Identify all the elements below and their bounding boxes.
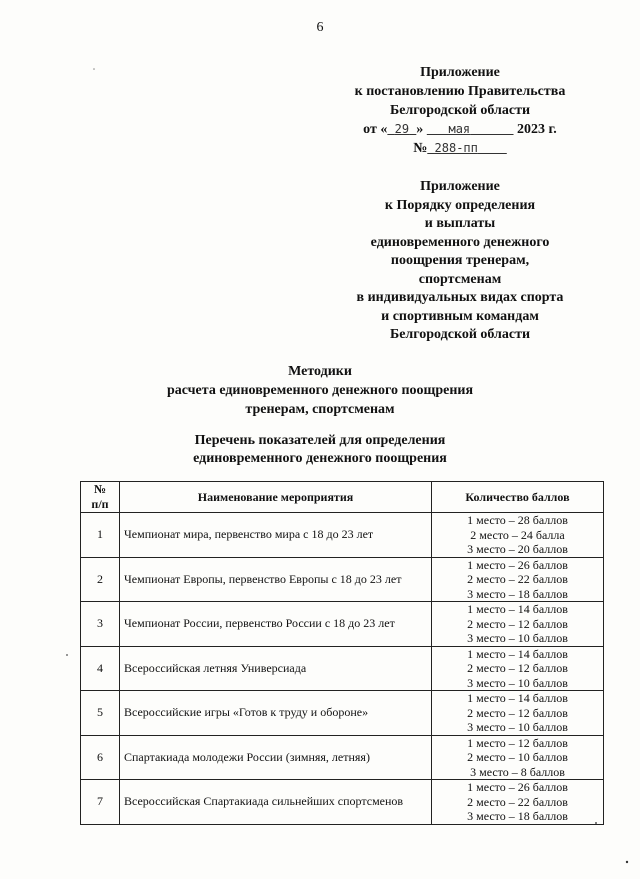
number-prefix: №	[413, 141, 428, 156]
speck	[595, 822, 597, 824]
row-number: 1	[81, 513, 120, 558]
page-number: 6	[316, 20, 324, 35]
appendix-procedure-line: к Порядку определения	[384, 197, 536, 213]
event-name: Спартакиада молодежи России (зимняя, летняя)	[120, 735, 432, 780]
row-number: 4	[81, 646, 120, 691]
header-score: Количество баллов	[432, 482, 604, 513]
header-number: № п/п	[81, 482, 120, 513]
speck	[626, 861, 628, 863]
event-name: Чемпионат России, первенство России с 18 до 23 лет	[120, 602, 432, 647]
score-cell: 1 место – 12 баллов 2 место – 10 баллов 3 место – 8 баллов	[432, 735, 604, 780]
score-cell: 1 место – 14 баллов 2 место – 12 баллов 3 место – 10 баллов	[432, 691, 604, 736]
appendix-resolution-line: Белгородской области	[389, 103, 531, 118]
event-name: Всероссийская Спартакиада сильнейших спортсменов	[120, 780, 432, 825]
event-name: Чемпионат Европы, первенство Европы с 18 до 23 лет	[120, 557, 432, 602]
resolution-number: 288-пп	[434, 141, 478, 155]
appendix-procedure-line: Приложение	[420, 179, 500, 194]
appendix-procedure-line: поощрения тренерам,	[390, 253, 530, 268]
row-number: 6	[81, 735, 120, 780]
speck	[66, 654, 68, 656]
score-cell: 1 место – 14 баллов 2 место – 12 баллов 3 место – 10 баллов	[432, 602, 604, 647]
date-month: мая	[448, 122, 471, 136]
methodology-line: Методики	[288, 364, 352, 379]
appendix-procedure-line: и спортивным командам	[381, 308, 539, 324]
date-prefix: от «	[363, 122, 388, 137]
row-number: 3	[81, 602, 120, 647]
appendix-resolution-line: к постановлению Правительства	[354, 84, 566, 99]
score-cell: 1 место – 26 баллов 2 место – 22 баллов 3 место – 18 баллов	[432, 557, 604, 602]
event-name: Всероссийская летняя Универсиада	[120, 646, 432, 691]
appendix-procedure-line: единовременного денежного	[370, 234, 550, 250]
methodology-line: расчета единовременного денежного поощрения	[166, 383, 474, 398]
score-cell: 1 место – 14 баллов 2 место – 12 баллов 3 место – 10 баллов	[432, 646, 604, 691]
methodology-line: тренерам, спортсменам	[245, 402, 395, 417]
event-name: Всероссийские игры «Готов к труду и обороне»	[120, 691, 432, 736]
date-mid: »	[416, 122, 424, 137]
list-title-line: единовременного денежного поощрения	[193, 451, 447, 466]
appendix-procedure-line: в индивидуальных видах спорта	[356, 290, 564, 305]
date-year: 2023 г.	[517, 122, 557, 137]
event-name: Чемпионат мира, первенство мира с 18 до 23 лет	[120, 513, 432, 558]
appendix-procedure-line: Белгородской области	[389, 327, 531, 342]
list-title-line: Перечень показателей для определения	[194, 433, 446, 448]
appendix-resolution-line: Приложение	[420, 65, 500, 80]
score-cell: 1 место – 26 баллов 2 место – 22 баллов 3 место – 18 баллов	[432, 780, 604, 825]
score-cell: 1 место – 28 баллов 2 место – 24 балла 3 место – 20 баллов	[432, 513, 604, 558]
header-event-name: Наименование мероприятия	[120, 482, 432, 513]
date-day: 29	[394, 122, 410, 136]
appendix-procedure-line: спортсменам	[418, 271, 502, 287]
row-number: 2	[81, 557, 120, 602]
row-number: 7	[81, 780, 120, 825]
row-number: 5	[81, 691, 120, 736]
speck	[93, 68, 95, 70]
appendix-procedure-line: и выплаты	[424, 216, 496, 231]
